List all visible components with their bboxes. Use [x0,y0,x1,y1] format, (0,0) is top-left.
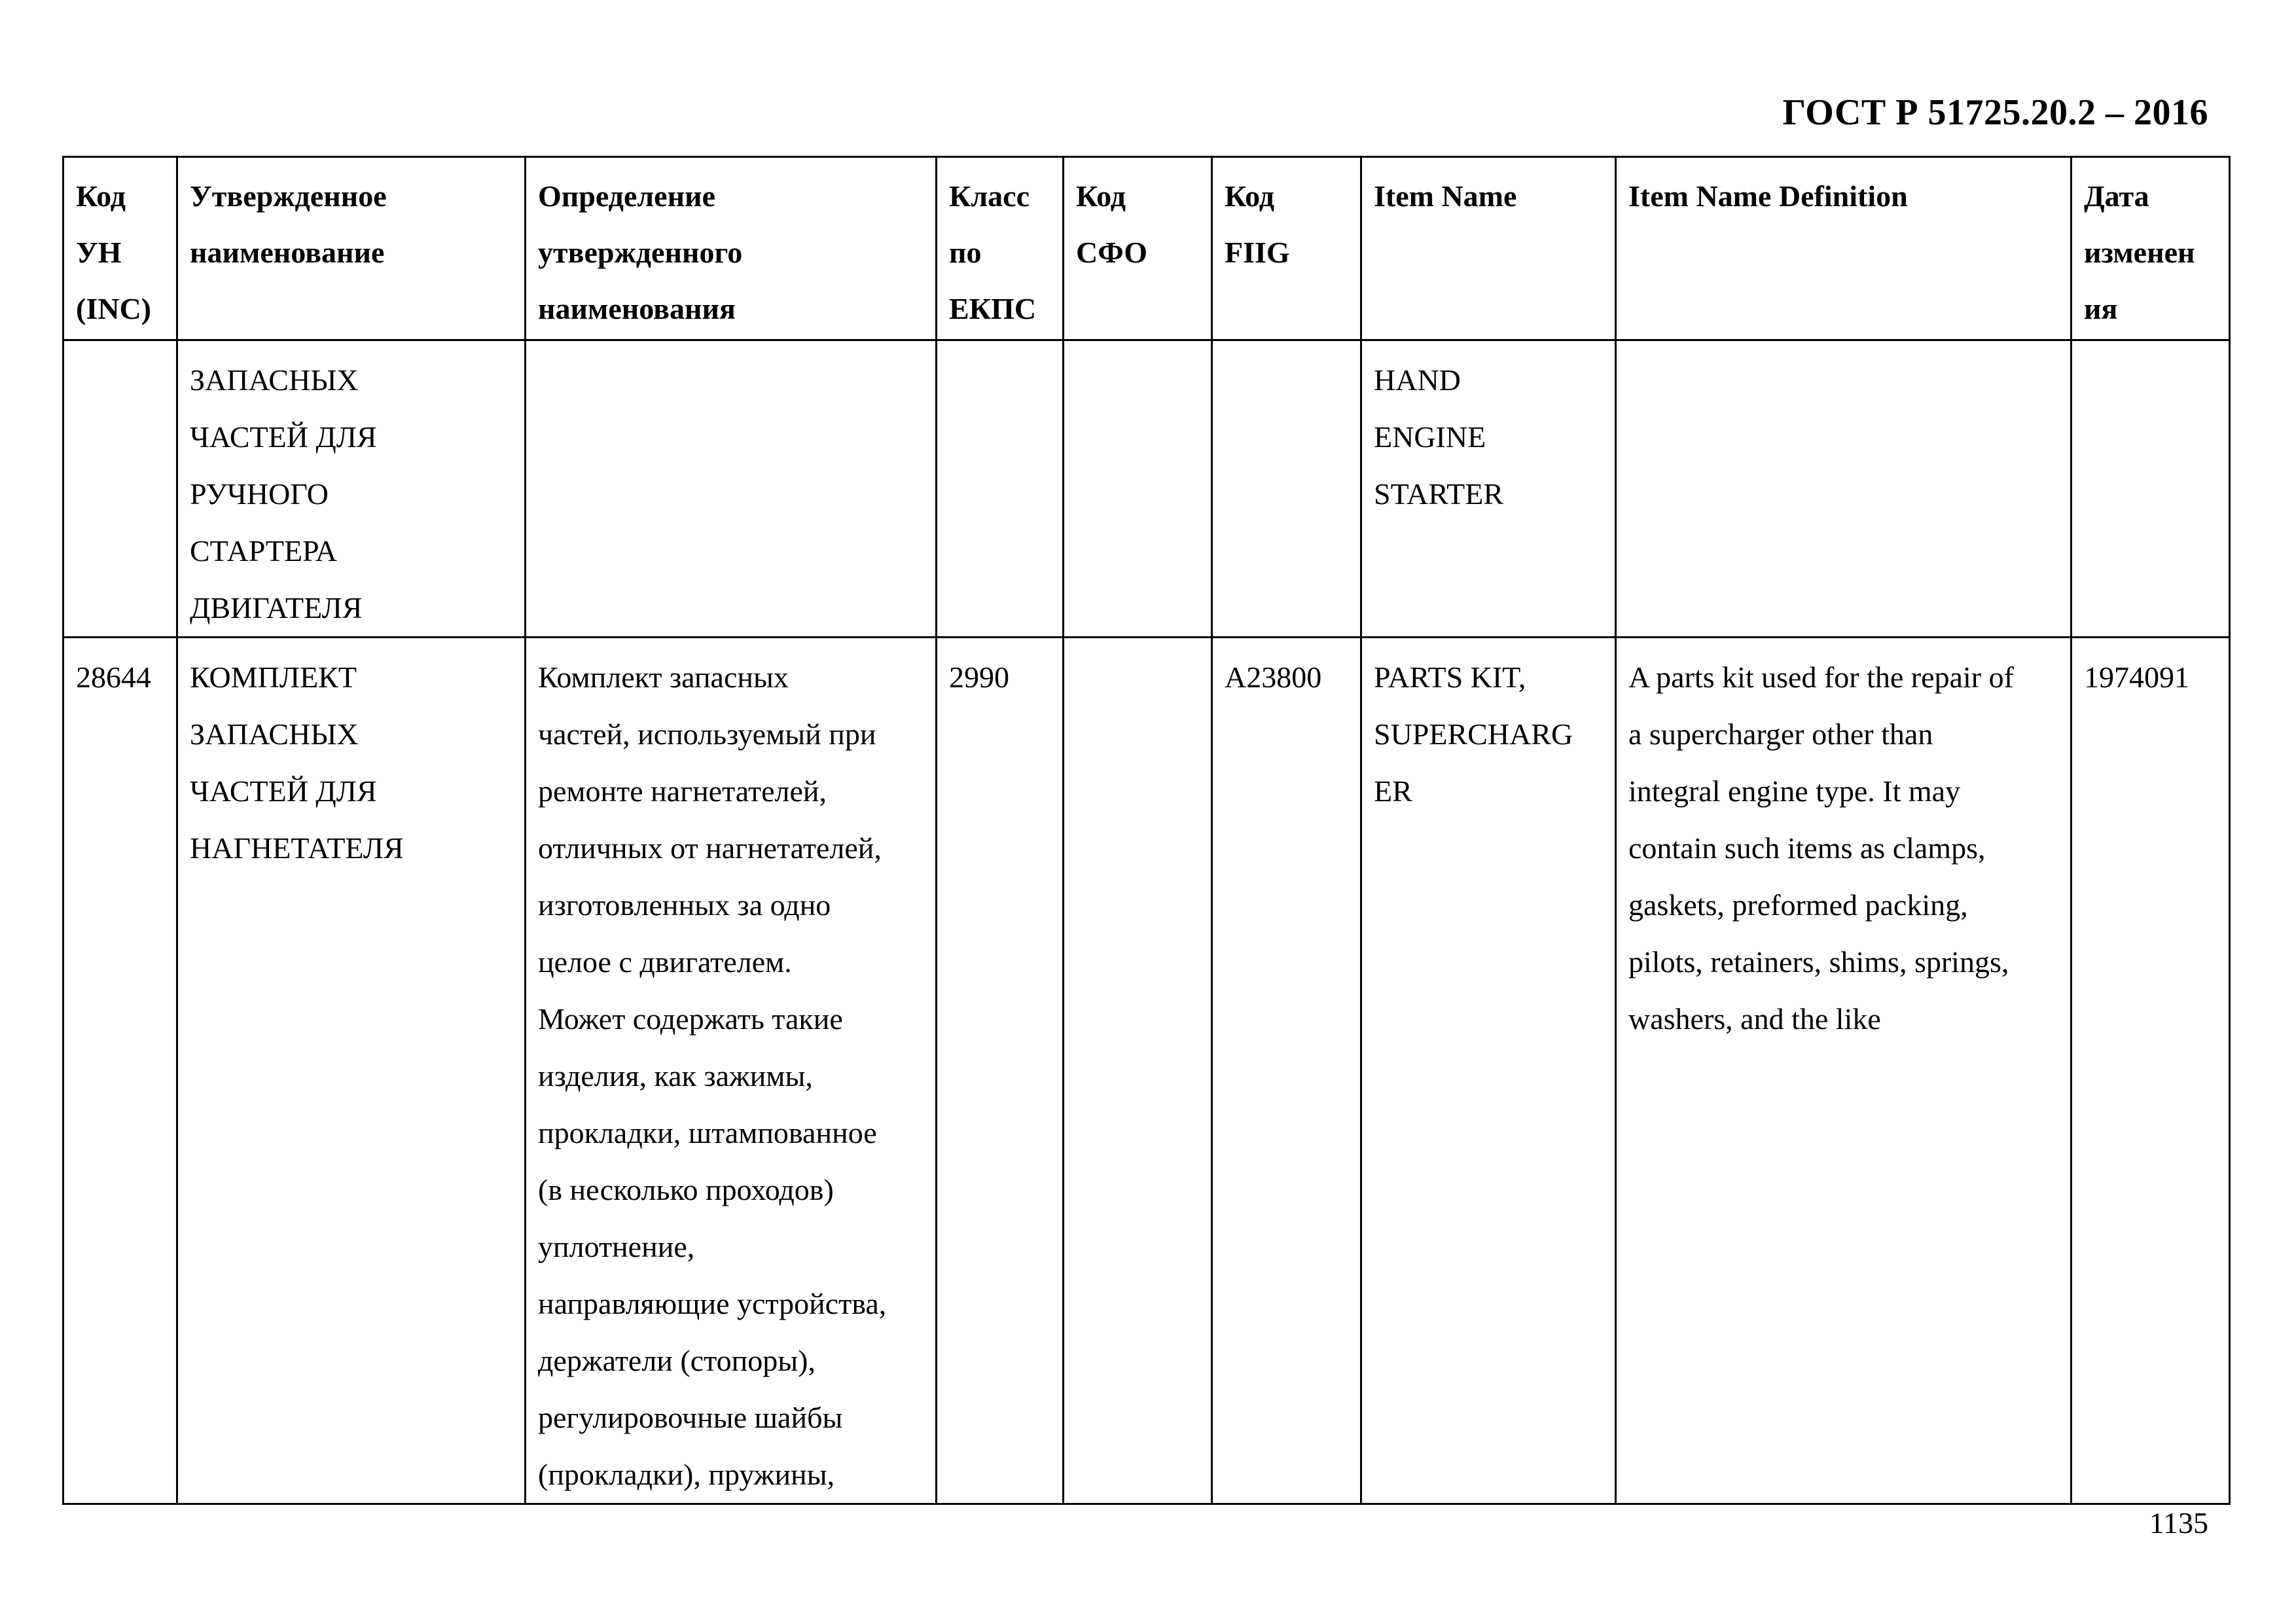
cell-sfo-code [1064,340,1212,638]
cell-name-definition: Комплект запасных частей, используемый при ремонте нагнетателей, отличных от нагнетателей, изготовленных за одно целое с двигателем. Может содержать такие изделия, как зажимы, прокладки, штампованное (в несколько проходов) уплотнение, направляющие устройства, держатели (стопоры), регулировочные шайбы (прокладки), пружины, [526,638,937,1504]
column-header-inc: Код УН (INC) [63,157,177,340]
cell-approved-name: КОМПЛЕКТ ЗАПАСНЫХ ЧАСТЕЙ ДЛЯ НАГНЕТАТЕЛЯ [177,638,526,1504]
page-number: 1135 [2149,1506,2208,1540]
column-header-name-definition: Определение утвержденного наименования [526,157,937,340]
cell-ekps-class: 2990 [937,638,1064,1504]
cell-fiig-code: A23800 [1212,638,1361,1504]
column-header-approved-name: Утвержденное наименование [177,157,526,340]
column-header-ekps-class: Класс по ЕКПС [937,157,1064,340]
cell-name-definition [526,340,937,638]
cell-change-date: 1974091 [2072,638,2230,1504]
cell-item-name: PARTS KIT, SUPERCHARG ER [1361,638,1616,1504]
column-header-item-name: Item Name [1361,157,1616,340]
column-header-change-date: Дата изменен ия [2072,157,2230,340]
cell-approved-name: ЗАПАСНЫХ ЧАСТЕЙ ДЛЯ РУЧНОГО СТАРТЕРА ДВИГАТЕЛЯ [177,340,526,638]
cell-ekps-class [937,340,1064,638]
cell-change-date [2072,340,2230,638]
table-header-row [63,157,2230,340]
table-row [63,638,2230,1504]
cell-item-name-definition [1616,340,2072,638]
cell-item-name: HAND ENGINE STARTER [1361,340,1616,638]
cell-inc: 28644 [63,638,177,1504]
column-header-fiig-code: Код FIIG [1212,157,1361,340]
catalog-table [62,156,2231,1505]
table-row [63,340,2230,638]
cell-item-name-definition: A parts kit used for the repair of a supercharger other than integral engine type. It may contain such items as clamps, gaskets, preformed packing, pilots, retainers, shims, springs, washers, and the like [1616,638,2072,1504]
column-header-item-name-definition: Item Name Definition [1616,157,2072,340]
cell-sfo-code [1064,638,1212,1504]
cell-fiig-code [1212,340,1361,638]
cell-inc [63,340,177,638]
document-standard-header: ГОСТ Р 51725.20.2 – 2016 [1782,92,2208,133]
column-header-sfo-code: Код СФО [1064,157,1212,340]
